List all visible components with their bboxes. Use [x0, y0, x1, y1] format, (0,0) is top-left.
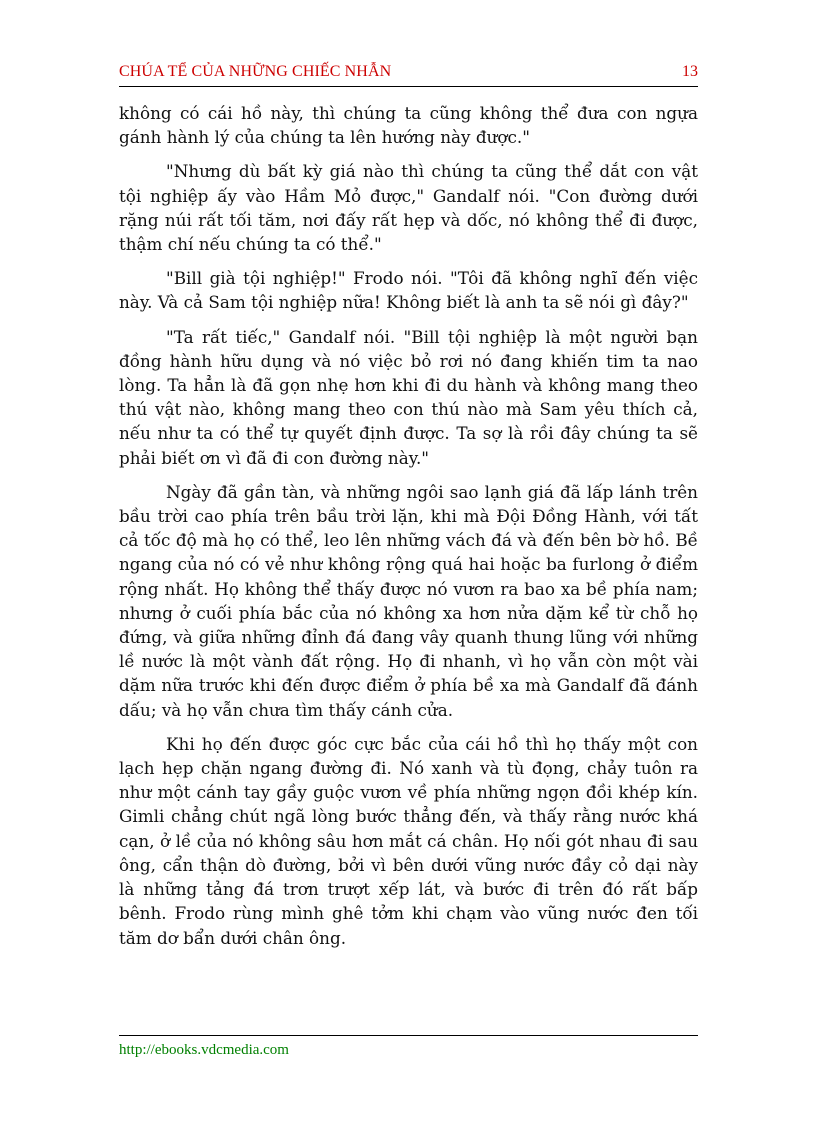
- paragraph-6: Khi họ đến được góc cực bắc của cái hồ thì họ thấy một con lạch hẹp chặn ngang đường đi. Nó xanh và tù đọng, chảy tuôn ra như một cánh tay gầy guộc vươn về phía những ngọn đồi khép kín. Gimli chẳng chút ngã lòng bước thẳng đến, và thấy rằng nước khá cạn, ở lề của nó không sâu hơn mắt cá chân. Họ nối gót nhau đi sau ông, cẩn thận dò đường, bởi vì bên dưới vũng nước đầy cỏ dại này là những tảng đá trơn trượt xếp lát, và bước đi trên đó rất bấp bênh. Frodo rùng mình ghê tởm khi chạm vào vũng nước đen tối tăm dơ bẩn dưới chân ông.: [119, 733, 698, 948]
- footer-link[interactable]: http://ebooks.vdcmedia.com: [119, 1042, 289, 1058]
- paragraph-2: "Nhưng dù bất kỳ giá nào thì chúng ta cũng thể dắt con vật tội nghiệp ấy vào Hầm Mỏ được," Gandalf nói. "Con đường dưới rặng núi rất tối tăm, nơi đấy rất hẹp và dốc, nó không thể đi được, thậm chí nếu chúng ta có thể.": [119, 161, 698, 255]
- paragraph-3: "Bill già tội nghiệp!" Frodo nói. "Tôi đã không nghĩ đến việc này. Và cả Sam tội nghiệp nữa! Không biết là anh ta sẽ nói gì đây?": [119, 268, 698, 313]
- page-number: 13: [682, 63, 698, 80]
- footer-divider: [119, 1035, 698, 1036]
- paragraph-4: "Ta rất tiếc," Gandalf nói. "Bill tội nghiệp là một người bạn đồng hành hữu dụng và nó việc bỏ rơi nó đang khiến tim ta nao lòng. Ta hẳn là đã gọn nhẹ hơn khi đi du hành và không mang theo thú vật nào, không mang theo con thú nào mà Sam yêu thích cả, nếu như ta có thể tự quyết định được. Ta sợ là rồi đây chúng ta sẽ phải biết ơn vì đã đi con đường này.": [119, 326, 698, 468]
- page-header: [119, 62, 698, 87]
- body-text: [119, 101, 698, 960]
- paragraph-5: Ngày đã gần tàn, và những ngôi sao lạnh giá đã lấp lánh trên bầu trời cao phía trên bầu trời lặn, khi mà Đội Đồng Hành, với tất cả tốc độ mà họ có thể, leo lên những vách đá và đến bên bờ hồ. Bề ngang của nó có vẻ như không rộng quá hai hoặc ba furlong ở điểm rộng nhất. Họ không thể thấy được nó vươn ra bao xa bề phía nam; nhưng ở cuối phía bắc của nó không xa hơn nửa dặm kể từ chỗ họ đứng, và giữa những đỉnh đá đang vây quanh thung lũng với những lề nước là một vành đất rộng. Họ đi nhanh, vì họ vẫn còn một vài dặm nữa trước khi đến được điểm ở phía bề xa mà Gandalf đã đánh dấu; và họ vẫn chưa tìm thấy cánh cửa.: [119, 481, 698, 720]
- paragraph-1: không có cái hồ này, thì chúng ta cũng không thể đưa con ngựa gánh hành lý của chúng ta lên hướng này được.": [119, 103, 698, 148]
- book-title: CHÚA TỂ CỦA NHỮNG CHIẾC NHẪN: [119, 63, 392, 80]
